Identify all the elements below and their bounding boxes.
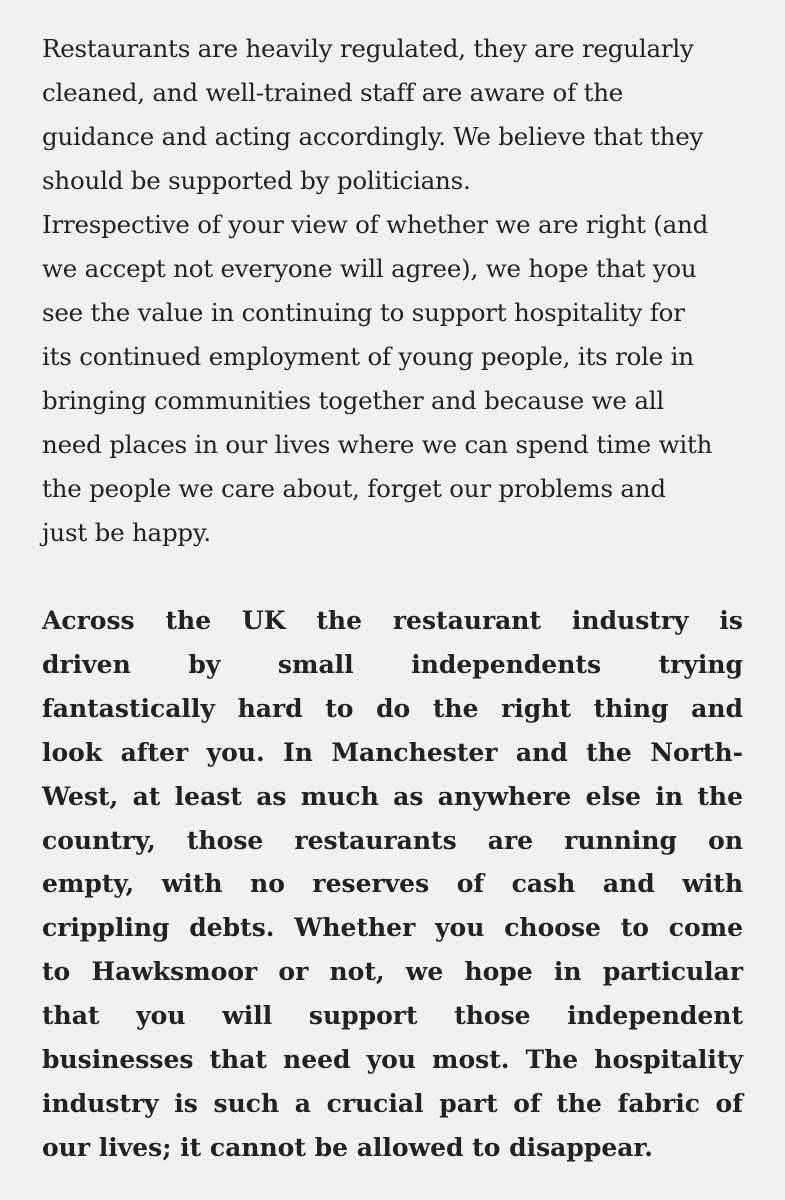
text-line: businesses that need you most. The hospitality [42,1045,743,1075]
paragraph-spacer [42,555,743,599]
text-line: driven by small independents trying [42,649,743,679]
text-line: to Hawksmoor or not, we hope in particular [42,957,743,987]
text-line: that you will support those independent [42,1001,743,1031]
letter-document [42,27,743,1170]
text-line: bringing communities together and because we all [42,386,664,415]
text-line: cleaned, and well-trained staff are aware of the [42,78,624,107]
text-line: our lives; it cannot be allowed to disappear. [42,1132,653,1162]
text-line: crippling debts. Whether you choose to come [42,913,743,943]
text-line: look after you. In Manchester and the North- [42,737,743,767]
text-line: West, at least as much as anywhere else in the [42,781,743,811]
text-line: Across the UK the restaurant industry is [42,606,743,635]
text-line: should be supported by politicians. [42,166,471,195]
text-line: we accept not everyone will agree), we hope that you [42,254,697,283]
text-line: need places in our lives where we can spend time with [42,430,713,459]
text-line: Restaurants are heavily regulated, they are regularly [42,34,694,63]
text-line: country, those restaurants are running on [42,825,743,855]
text-line: empty, with no reserves of cash and with [42,869,743,899]
text-line: the people we care about, forget our problems and [42,474,666,503]
text-line: Irrespective of your view of whether we are right (and [42,210,709,239]
text-line: industry is such a crucial part of the fabric of [42,1088,743,1118]
text-line: its continued employment of young people, its role in [42,342,694,371]
paragraph-bold [42,599,743,1170]
text-line: fantastically hard to do the right thing and [42,693,743,723]
paragraph-regular [42,27,743,555]
text-line: guidance and acting accordingly. We believe that they [42,122,704,151]
text-line: see the value in continuing to support hospitality for [42,298,685,327]
text-line: just be happy. [42,518,211,547]
